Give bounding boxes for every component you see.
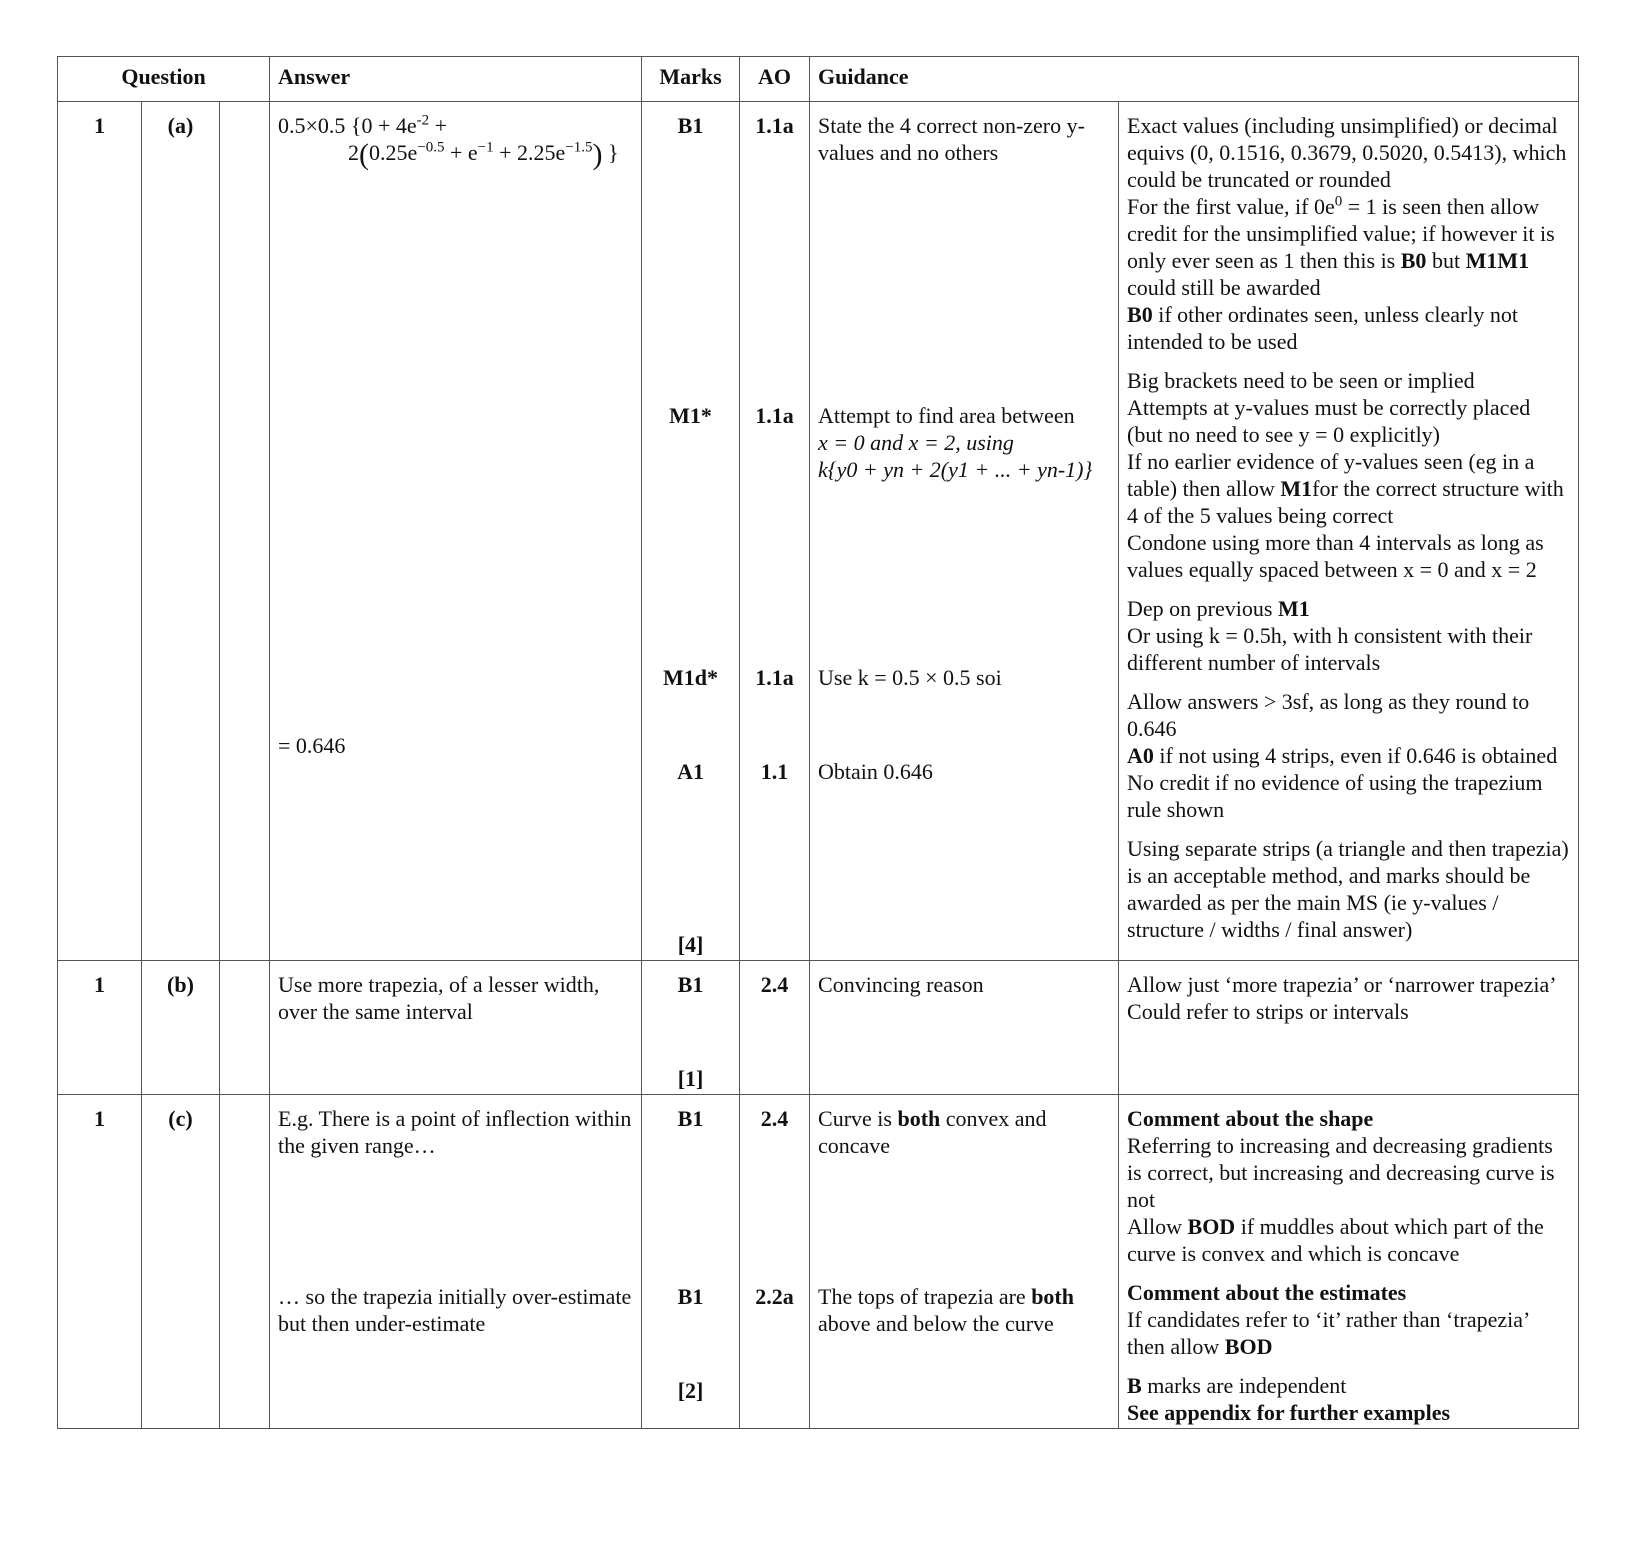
marks-cell — [642, 961, 740, 1095]
marks-total: [4] — [677, 932, 704, 957]
mark-b1: B1 — [677, 1284, 704, 1309]
mark-b1: B1 — [677, 1106, 704, 1131]
description: State the 4 correct non-zero y-values and no others — [818, 113, 1085, 165]
ao-value: 1.1a — [755, 665, 794, 690]
answer-text: … so the trapezia initially over-estimate but then under-estimate — [278, 1284, 632, 1336]
guidance-cell: Allow just ‘more trapezia’ or ‘narrower trapezia’ Could refer to strips or intervals — [1119, 961, 1579, 1095]
question-number: 1 — [58, 1095, 142, 1429]
ao-value: 2.4 — [760, 1106, 789, 1131]
mark-m1: M1* — [669, 403, 712, 428]
description: Use k = 0.5 × 0.5 soi — [818, 665, 1002, 690]
question-part: (c) — [142, 1095, 220, 1429]
description: Obtain 0.646 — [818, 759, 933, 784]
guidance-b1: Exact values (including unsimplified) or decimal equivs (0, 0.1516, 0.3679, 0.5020, 0.5413), which could be truncated or rounded For the first value, if $0e^0 = 1$ is seen then allow credit for the unsimplified value; if however it is only ever seen as 1 then this is B0 but M1M1 could still be awarded B0 if other ordinates seen, unless clearly not intended to be used — [1127, 113, 1567, 354]
ao-cell: 2.4 — [740, 961, 810, 1095]
table-row-1a — [58, 102, 1579, 961]
description-cell — [810, 1095, 1119, 1429]
guidance-cell: Comment about the shape Referring to increasing and decreasing gradients is correct, but increasing and decreasing curve is not Allow BOD if muddles about which part of the curve is convex and which is concave Comment about the estimates If candidates refer to ‘it’ rather than ‘trapezia’ then allow BOD B marks are independent See appendix for further examples — [1119, 1095, 1579, 1429]
guidance-a1: Allow answers > 3sf, as long as they round to 0.646 A0 if not using 4 strips, even if 0.646 is obtained No credit if no evidence of using the trapezium rule shown Using separate strips (a triangle and then trapezia) is an acceptable method, and marks should be awarded as per the main MS (ie y-values / structure / widths / final answer) — [1127, 689, 1569, 942]
mark-b1: B1 — [677, 113, 704, 138]
guidance-m1d: Dep on previous M1 Or using k = 0.5h, with h consistent with their different number of intervals — [1127, 596, 1533, 675]
marks-cell — [642, 102, 740, 961]
table-row-1c — [58, 1095, 1579, 1429]
ao-cell — [740, 102, 810, 961]
header-guidance: Guidance — [810, 57, 1579, 102]
header-answer: Answer — [270, 57, 642, 102]
header-row — [58, 57, 1579, 102]
marks-total: [1] — [677, 1066, 704, 1091]
trapezium-formula: 0.5×0.5 {$0 + 4e^{-2}$ + $2(0.25e^{-0.5} + e^{-1} + 2.25e^{-1.5})$ } — [278, 112, 619, 171]
blank-cell — [220, 1095, 270, 1429]
ao-cell — [740, 1095, 810, 1429]
question-part: (a) — [142, 102, 220, 961]
answer-cell — [270, 1095, 642, 1429]
description: Attempt to find area between x = 0 and x = 2, using k{y0 + yn + 2(y1 + ... + yn-1)} — [818, 403, 1093, 482]
header-ao: AO — [740, 57, 810, 102]
mark-scheme-table — [57, 56, 1579, 1429]
marks-cell — [642, 1095, 740, 1429]
answer-result: = 0.646 — [278, 733, 346, 758]
answer-text: E.g. There is a point of inflection within the given range… — [278, 1106, 632, 1158]
answer-cell: Use more trapezia, of a lesser width, over the same interval — [270, 961, 642, 1095]
guidance-cell — [1119, 102, 1579, 961]
description: Curve is both convex and concave — [818, 1106, 1047, 1158]
description-cell — [810, 102, 1119, 961]
table-row-1b — [58, 961, 1579, 1095]
ao-value: 1.1a — [755, 113, 794, 138]
header-marks: Marks — [642, 57, 740, 102]
description-cell: Convincing reason — [810, 961, 1119, 1095]
question-number: 1 — [58, 961, 142, 1095]
question-part: (b) — [142, 961, 220, 1095]
ao-value: 1.1 — [760, 759, 789, 784]
ao-value: 2.2a — [755, 1284, 794, 1309]
blank-cell — [220, 961, 270, 1095]
answer-cell — [270, 102, 642, 961]
mark-a1: A1 — [677, 759, 704, 784]
description: The tops of trapezia are both above and below the curve — [818, 1284, 1074, 1336]
mark-b1: B1 — [677, 972, 704, 997]
blank-cell — [220, 102, 270, 961]
question-number: 1 — [58, 102, 142, 961]
marks-total: [2] — [677, 1378, 704, 1403]
ao-value: 1.1a — [755, 403, 794, 428]
header-question: Question — [58, 57, 270, 102]
guidance-m1: Big brackets need to be seen or implied Attempts at y-values must be correctly placed (but no need to see y = 0 explicitly) If no earlier evidence of y-values seen (eg in a table) then allow M1for the correct structure with 4 of the 5 values being correct Condone using more than 4 intervals as long as values equally spaced between x = 0 and x = 2 — [1127, 368, 1564, 582]
mark-m1d: M1d* — [663, 665, 719, 690]
